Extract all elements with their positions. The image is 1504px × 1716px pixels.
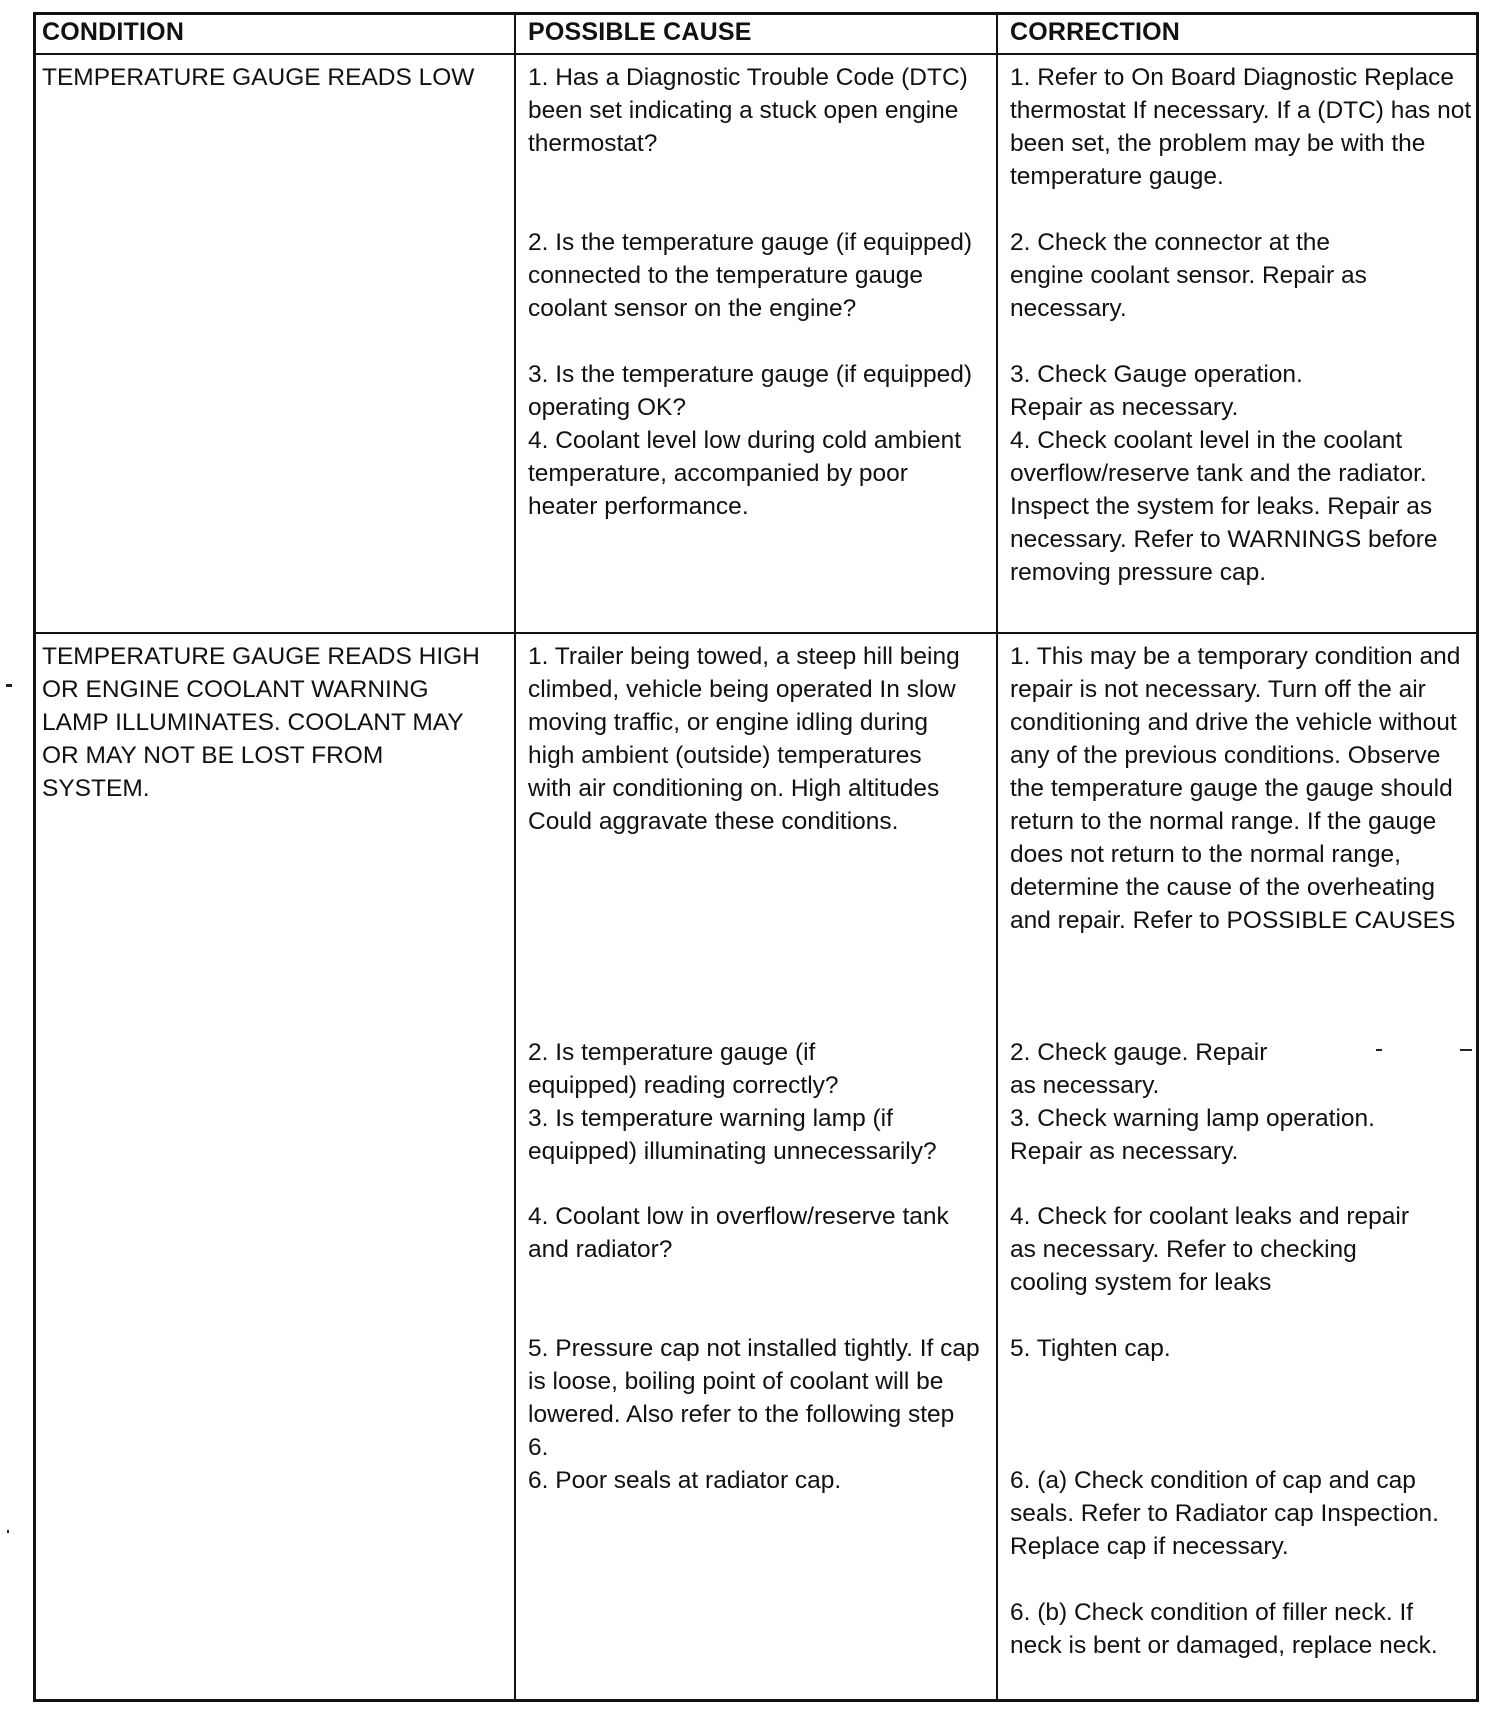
row-2-cause-5: 5. Pressure cap not installed tightly. If cap is loose, boiling point of coolant will be lowered. Also refer to the following step 6. xyxy=(528,1335,980,1461)
row-1-correction-3: 3. Check Gauge operation. Repair as necessary. xyxy=(1010,361,1303,421)
row-2-correction-4: 4. Check for coolant leaks and repair as necessary. Refer to checking cooling system for leaks xyxy=(1010,1203,1410,1296)
row-2-cause-6: 6. Poor seals at radiator cap. xyxy=(528,1467,842,1494)
row-1-cause-3: 3. Is the temperature gauge (if equipped) operating OK? xyxy=(528,361,973,421)
row-1-cause-4: 4. Coolant level low during cold ambient temperature, accompanied by poor heater performance. xyxy=(528,427,962,520)
column-divider xyxy=(514,15,516,1699)
row-2-cause-3: 3. Is temperature warning lamp (if equipped) illuminating unnecessarily? xyxy=(528,1105,937,1165)
row-2-cause-4: 4. Coolant low in overflow/reserve tank and radiator? xyxy=(528,1203,949,1263)
row-2-cause-1: 1. Trailer being towed, a steep hill being climbed, vehicle being operated In slow moving traffic, or engine idling during high ambient (outside) temperatures with air conditioning on. High altitudes Could aggravate these conditions. xyxy=(528,643,960,835)
scan-speck xyxy=(1376,1049,1382,1051)
row-2-correction-1: 1. This may be a temporary condition and repair is not necessary. Turn off the air conditioning and drive the vehicle without any of the previous conditions. Observe the temperature gauge the gauge should return to the normal range. If the gauge does not return to the normal range, determine the cause of the overheating and repair. Refer to POSSIBLE CAUSES xyxy=(1010,643,1461,934)
row-1-correction-2: 2. Check the connector at the engine coolant sensor. Repair as necessary. xyxy=(1010,229,1367,322)
row-2-cause-2: 2. Is temperature gauge (if equipped) reading correctly? xyxy=(528,1039,839,1099)
column-divider xyxy=(996,15,998,1699)
header-condition: CONDITION xyxy=(42,18,185,46)
scan-speck xyxy=(7,1530,9,1533)
header-possible-cause: POSSIBLE CAUSE xyxy=(528,18,752,46)
row-2-correction-3: 3. Check warning lamp operation. Repair as necessary. xyxy=(1010,1105,1375,1165)
diagnosis-table xyxy=(33,12,1479,1702)
row-2-correction-5: 5. Tighten cap. xyxy=(1010,1335,1171,1362)
scan-speck xyxy=(6,684,12,687)
row-1-correction-4: 4. Check coolant level in the coolant overflow/reserve tank and the radiator. Inspect the system for leaks. Repair as necessary. Refer to WARNINGS before removing pressure cap. xyxy=(1010,427,1438,586)
header-correction: CORRECTION xyxy=(1010,18,1181,46)
row-2-condition: TEMPERATURE GAUGE READS HIGH OR ENGINE COOLANT WARNING LAMP ILLUMINATES. COOLANT MAY OR MAY NOT BE LOST FROM SYSTEM. xyxy=(42,643,480,802)
row-1-condition: TEMPERATURE GAUGE READS LOW xyxy=(42,64,475,91)
row-1-cause-2: 2. Is the temperature gauge (if equipped) connected to the temperature gauge coolant sensor on the engine? xyxy=(528,229,973,322)
row-2-correction-6a: 6. (a) Check condition of cap and cap seals. Refer to Radiator cap Inspection. Replace cap if necessary. xyxy=(1010,1467,1439,1560)
row-divider xyxy=(36,632,1476,634)
row-2-correction-2: 2. Check gauge. Repair as necessary. xyxy=(1010,1039,1268,1099)
row-1-correction-1: 1. Refer to On Board Diagnostic Replace thermostat If necessary. If a (DTC) has not been set, the problem may be with the temperature gauge. xyxy=(1010,64,1472,190)
scan-speck xyxy=(1460,1049,1472,1051)
row-1-cause-1: 1. Has a Diagnostic Trouble Code (DTC) been set indicating a stuck open engine thermostat? xyxy=(528,64,968,157)
row-2-correction-6b: 6. (b) Check condition of filler neck. If neck is bent or damaged, replace neck. xyxy=(1010,1599,1438,1659)
header-divider xyxy=(36,53,1476,55)
